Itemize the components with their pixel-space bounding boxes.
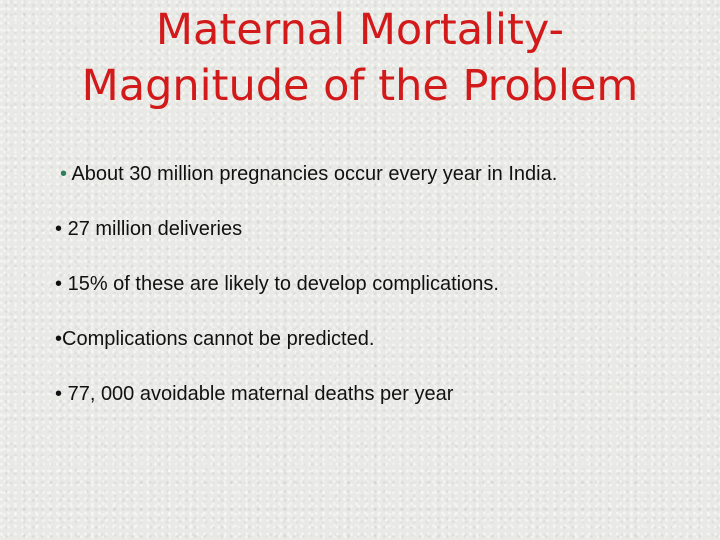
bullet-text: 27 million deliveries: [67, 218, 243, 240]
bullet-text: Complications cannot be predicted.: [62, 328, 375, 350]
bullet-item: [55, 382, 695, 406]
bullet-marker: •: [60, 163, 68, 185]
bullet-item: [55, 162, 695, 186]
bullet-text: 15% of these are likely to develop complications.: [67, 273, 499, 295]
bullet-item: [55, 327, 695, 351]
bullet-text: 77, 000 avoidable maternal deaths per year: [67, 383, 454, 405]
bullet-marker: •: [55, 218, 63, 240]
bullet-marker: •: [55, 383, 63, 405]
slide-title: Maternal Mortality-Magnitude of the Problem: [81, 5, 639, 111]
bullet-text: About 30 million pregnancies occur every year in India.: [71, 163, 558, 185]
bullet-item: [55, 272, 695, 296]
bullet-marker: •: [55, 273, 63, 295]
bullet-list: [55, 162, 695, 406]
bullet-marker: •: [55, 328, 63, 350]
bullet-item: [55, 217, 695, 241]
